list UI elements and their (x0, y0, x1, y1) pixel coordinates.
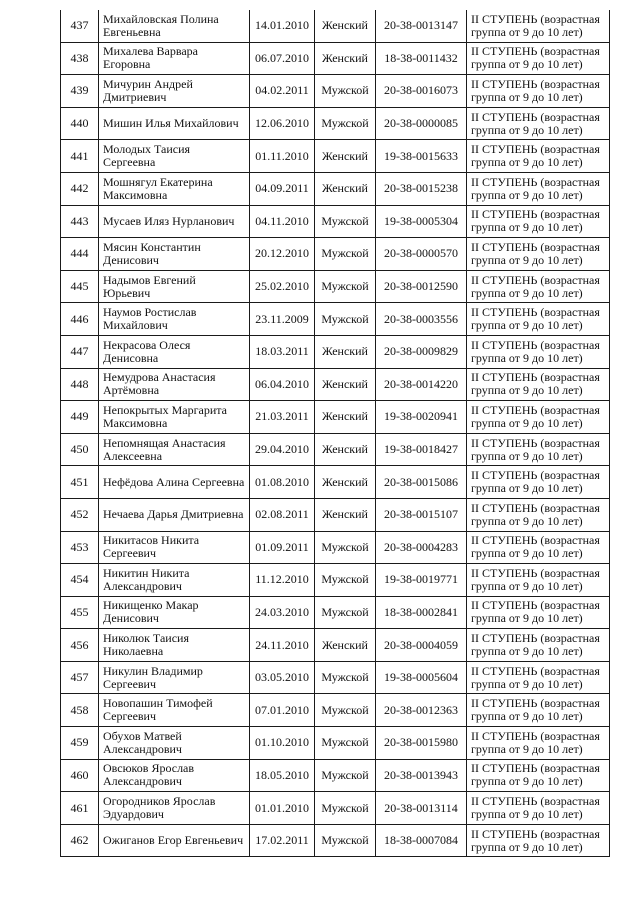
gender: Женский (315, 10, 376, 42)
birth-date: 23.11.2009 (250, 303, 315, 336)
level-group: II СТУПЕНЬ (возрастная группа от 9 до 10 лет) (467, 596, 610, 629)
gender: Мужской (315, 694, 376, 727)
participant-name: Наумов Ростислав Михайлович (99, 303, 250, 336)
level-group: II СТУПЕНЬ (возрастная группа от 9 до 10 лет) (467, 498, 610, 531)
birth-date: 20.12.2010 (250, 238, 315, 271)
level-group: II СТУПЕНЬ (возрастная группа от 9 до 10 лет) (467, 824, 610, 857)
table-row (61, 107, 610, 140)
birth-date: 21.03.2011 (250, 401, 315, 434)
birth-date: 01.01.2010 (250, 792, 315, 825)
participant-name: Огородников Ярослав Эдуардович (99, 792, 250, 825)
row-number: 440 (61, 107, 99, 140)
table-row (61, 75, 610, 108)
participant-id: 20-38-0013114 (376, 792, 467, 825)
row-number: 450 (61, 433, 99, 466)
gender: Женский (315, 140, 376, 173)
participant-id: 20-38-0015980 (376, 727, 467, 760)
table-row (61, 172, 610, 205)
gender: Женский (315, 368, 376, 401)
participant-id: 20-38-0003556 (376, 303, 467, 336)
table-row (61, 661, 610, 694)
participant-name: Овсюков Ярослав Александрович (99, 759, 250, 792)
gender: Женский (315, 42, 376, 75)
birth-date: 03.05.2010 (250, 661, 315, 694)
participant-name: Нечаева Дарья Дмитриевна (99, 498, 250, 531)
participant-name: Никищенко Макар Денисович (99, 596, 250, 629)
birth-date: 14.01.2010 (250, 10, 315, 42)
birth-date: 01.10.2010 (250, 727, 315, 760)
level-group: II СТУПЕНЬ (возрастная группа от 9 до 10 лет) (467, 694, 610, 727)
level-group: II СТУПЕНЬ (возрастная группа от 9 до 10 лет) (467, 303, 610, 336)
participants-table (60, 10, 610, 857)
level-group: II СТУПЕНЬ (возрастная группа от 9 до 10 лет) (467, 759, 610, 792)
participant-name: Никулин Владимир Сергеевич (99, 661, 250, 694)
participant-name: Мичурин Андрей Дмитриевич (99, 75, 250, 108)
table-row (61, 10, 610, 42)
birth-date: 02.08.2011 (250, 498, 315, 531)
gender: Мужской (315, 238, 376, 271)
participant-id: 20-38-0012363 (376, 694, 467, 727)
table-row (61, 596, 610, 629)
birth-date: 06.04.2010 (250, 368, 315, 401)
table-row (61, 401, 610, 434)
participant-id: 18-38-0011432 (376, 42, 467, 75)
participant-name: Надымов Евгений Юрьевич (99, 270, 250, 303)
participant-name: Никитасов Никита Сергеевич (99, 531, 250, 564)
gender: Мужской (315, 303, 376, 336)
gender: Мужской (315, 531, 376, 564)
birth-date: 29.04.2010 (250, 433, 315, 466)
row-number: 437 (61, 10, 99, 42)
participant-name: Никитин Никита Александрович (99, 564, 250, 597)
birth-date: 01.08.2010 (250, 466, 315, 499)
participant-id: 19-38-0005304 (376, 205, 467, 238)
participant-name: Обухов Матвей Александрович (99, 727, 250, 760)
level-group: II СТУПЕНЬ (возрастная группа от 9 до 10 лет) (467, 401, 610, 434)
participant-id: 20-38-0012590 (376, 270, 467, 303)
gender: Мужской (315, 759, 376, 792)
participant-id: 20-38-0013147 (376, 10, 467, 42)
row-number: 458 (61, 694, 99, 727)
table-row (61, 727, 610, 760)
birth-date: 07.01.2010 (250, 694, 315, 727)
participants-table-body (61, 10, 610, 857)
row-number: 448 (61, 368, 99, 401)
participant-name: Мусаев Иляз Нурланович (99, 205, 250, 238)
table-row (61, 205, 610, 238)
birth-date: 06.07.2010 (250, 42, 315, 75)
participant-id: 18-38-0002841 (376, 596, 467, 629)
birth-date: 04.02.2011 (250, 75, 315, 108)
level-group: II СТУПЕНЬ (возрастная группа от 9 до 10 лет) (467, 661, 610, 694)
table-row (61, 694, 610, 727)
row-number: 457 (61, 661, 99, 694)
level-group: II СТУПЕНЬ (возрастная группа от 9 до 10 лет) (467, 42, 610, 75)
table-row (61, 759, 610, 792)
table-row (61, 433, 610, 466)
participant-name: Новопашин Тимофей Сергеевич (99, 694, 250, 727)
participant-id: 20-38-0016073 (376, 75, 467, 108)
participant-id: 20-38-0013943 (376, 759, 467, 792)
participant-id: 20-38-0009829 (376, 335, 467, 368)
gender: Мужской (315, 792, 376, 825)
participant-id: 20-38-0004283 (376, 531, 467, 564)
row-number: 444 (61, 238, 99, 271)
gender: Мужской (315, 270, 376, 303)
participant-name: Нефёдова Алина Сергеевна (99, 466, 250, 499)
gender: Мужской (315, 75, 376, 108)
row-number: 451 (61, 466, 99, 499)
level-group: II СТУПЕНЬ (возрастная группа от 9 до 10 лет) (467, 368, 610, 401)
level-group: II СТУПЕНЬ (возрастная группа от 9 до 10 лет) (467, 238, 610, 271)
participant-name: Михалева Варвара Егоровна (99, 42, 250, 75)
level-group: II СТУПЕНЬ (возрастная группа от 9 до 10 лет) (467, 172, 610, 205)
row-number: 454 (61, 564, 99, 597)
gender: Мужской (315, 205, 376, 238)
row-number: 462 (61, 824, 99, 857)
level-group: II СТУПЕНЬ (возрастная группа от 9 до 10 лет) (467, 75, 610, 108)
birth-date: 17.02.2011 (250, 824, 315, 857)
level-group: II СТУПЕНЬ (возрастная группа от 9 до 10 лет) (467, 727, 610, 760)
birth-date: 25.02.2010 (250, 270, 315, 303)
participant-id: 19-38-0018427 (376, 433, 467, 466)
participant-name: Николюк Таисия Николаевна (99, 629, 250, 662)
row-number: 441 (61, 140, 99, 173)
participant-id: 18-38-0007084 (376, 824, 467, 857)
participant-name: Михайловская Полина Евгеньевна (99, 10, 250, 42)
level-group: II СТУПЕНЬ (возрастная группа от 9 до 10 лет) (467, 433, 610, 466)
row-number: 449 (61, 401, 99, 434)
row-number: 446 (61, 303, 99, 336)
row-number: 456 (61, 629, 99, 662)
birth-date: 04.11.2010 (250, 205, 315, 238)
participant-id: 20-38-0015086 (376, 466, 467, 499)
participant-id: 20-38-0000570 (376, 238, 467, 271)
level-group: II СТУПЕНЬ (возрастная группа от 9 до 10 лет) (467, 564, 610, 597)
birth-date: 24.11.2010 (250, 629, 315, 662)
participant-name: Мошнягул Екатерина Максимовна (99, 172, 250, 205)
gender: Мужской (315, 727, 376, 760)
table-row (61, 368, 610, 401)
level-group: II СТУПЕНЬ (возрастная группа от 9 до 10 лет) (467, 531, 610, 564)
level-group: II СТУПЕНЬ (возрастная группа от 9 до 10 лет) (467, 10, 610, 42)
gender: Мужской (315, 661, 376, 694)
table-row (61, 335, 610, 368)
row-number: 455 (61, 596, 99, 629)
row-number: 438 (61, 42, 99, 75)
table-row (61, 42, 610, 75)
gender: Мужской (315, 596, 376, 629)
row-number: 443 (61, 205, 99, 238)
participant-id: 20-38-0014220 (376, 368, 467, 401)
table-row (61, 498, 610, 531)
participant-name: Ожиганов Егор Евгеньевич (99, 824, 250, 857)
table-row (61, 564, 610, 597)
participant-name: Мясин Константин Денисович (99, 238, 250, 271)
gender: Мужской (315, 824, 376, 857)
row-number: 460 (61, 759, 99, 792)
birth-date: 04.09.2011 (250, 172, 315, 205)
birth-date: 18.05.2010 (250, 759, 315, 792)
level-group: II СТУПЕНЬ (возрастная группа от 9 до 10 лет) (467, 270, 610, 303)
participant-name: Непокрытых Маргарита Максимовна (99, 401, 250, 434)
gender: Женский (315, 466, 376, 499)
row-number: 442 (61, 172, 99, 205)
table-row (61, 531, 610, 564)
table-row (61, 238, 610, 271)
participant-name: Мишин Илья Михайлович (99, 107, 250, 140)
participant-id: 19-38-0005604 (376, 661, 467, 694)
table-row (61, 140, 610, 173)
participant-id: 19-38-0019771 (376, 564, 467, 597)
row-number: 439 (61, 75, 99, 108)
level-group: II СТУПЕНЬ (возрастная группа от 9 до 10 лет) (467, 335, 610, 368)
table-row (61, 466, 610, 499)
participant-id: 20-38-0015107 (376, 498, 467, 531)
birth-date: 18.03.2011 (250, 335, 315, 368)
gender: Женский (315, 172, 376, 205)
participant-name: Молодых Таисия Сергеевна (99, 140, 250, 173)
birth-date: 01.09.2011 (250, 531, 315, 564)
gender: Женский (315, 498, 376, 531)
birth-date: 12.06.2010 (250, 107, 315, 140)
level-group: II СТУПЕНЬ (возрастная группа от 9 до 10 лет) (467, 107, 610, 140)
row-number: 453 (61, 531, 99, 564)
participant-name: Немудрова Анастасия Артёмовна (99, 368, 250, 401)
table-row (61, 303, 610, 336)
participant-id: 20-38-0004059 (376, 629, 467, 662)
participant-id: 19-38-0020941 (376, 401, 467, 434)
participant-name: Некрасова Олеся Денисовна (99, 335, 250, 368)
row-number: 445 (61, 270, 99, 303)
table-row (61, 824, 610, 857)
birth-date: 01.11.2010 (250, 140, 315, 173)
gender: Женский (315, 335, 376, 368)
level-group: II СТУПЕНЬ (возрастная группа от 9 до 10 лет) (467, 140, 610, 173)
row-number: 461 (61, 792, 99, 825)
level-group: II СТУПЕНЬ (возрастная группа от 9 до 10 лет) (467, 792, 610, 825)
gender: Женский (315, 629, 376, 662)
gender: Женский (315, 401, 376, 434)
table-row (61, 792, 610, 825)
row-number: 459 (61, 727, 99, 760)
gender: Мужской (315, 107, 376, 140)
row-number: 447 (61, 335, 99, 368)
birth-date: 11.12.2010 (250, 564, 315, 597)
participant-id: 19-38-0015633 (376, 140, 467, 173)
participant-name: Непомнящая Анастасия Алексеевна (99, 433, 250, 466)
table-row (61, 270, 610, 303)
table-row (61, 629, 610, 662)
level-group: II СТУПЕНЬ (возрастная группа от 9 до 10 лет) (467, 205, 610, 238)
birth-date: 24.03.2010 (250, 596, 315, 629)
row-number: 452 (61, 498, 99, 531)
level-group: II СТУПЕНЬ (возрастная группа от 9 до 10 лет) (467, 466, 610, 499)
gender: Мужской (315, 564, 376, 597)
gender: Женский (315, 433, 376, 466)
level-group: II СТУПЕНЬ (возрастная группа от 9 до 10 лет) (467, 629, 610, 662)
participant-id: 20-38-0000085 (376, 107, 467, 140)
participant-id: 20-38-0015238 (376, 172, 467, 205)
